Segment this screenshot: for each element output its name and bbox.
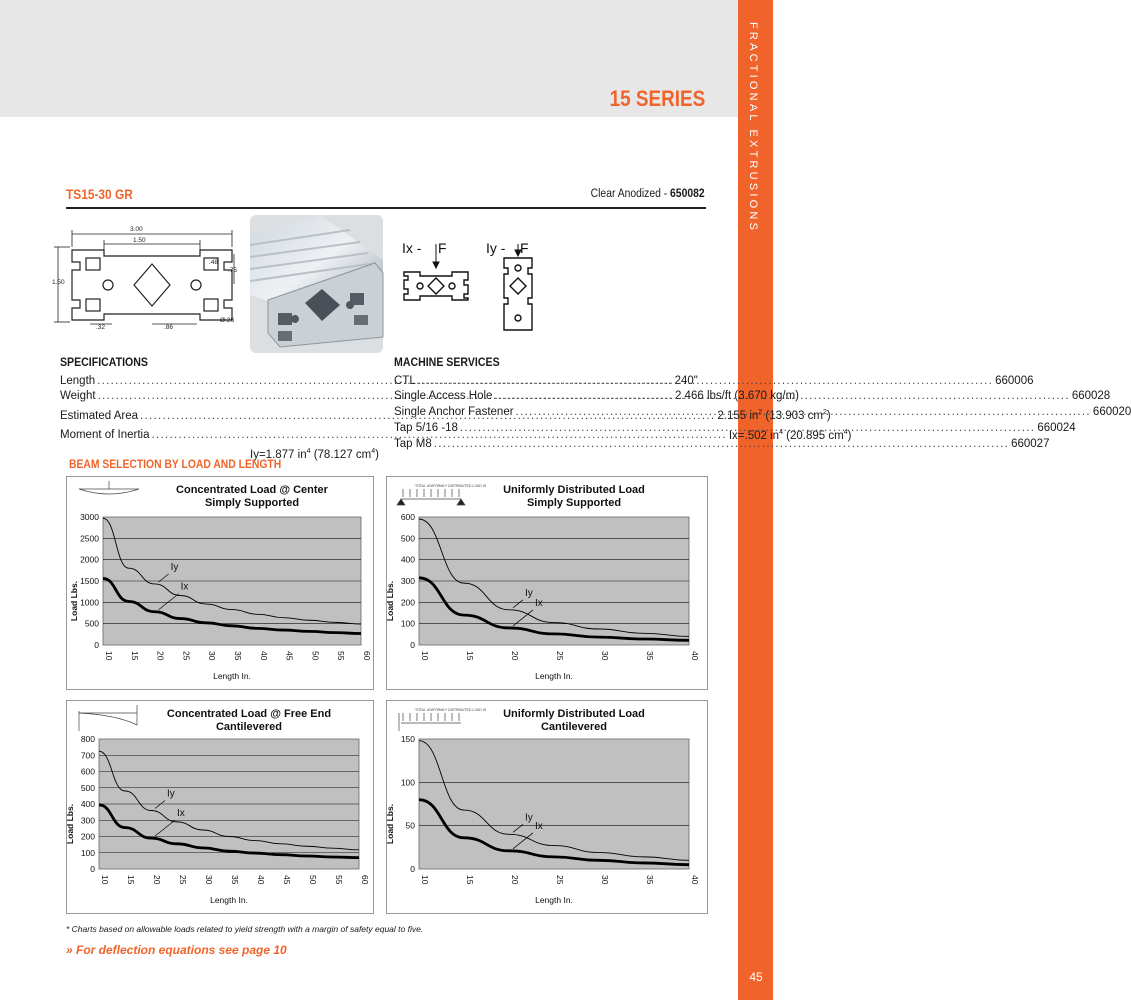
y-tick-label: 800	[80, 734, 95, 744]
iy-force: F	[520, 240, 529, 256]
y-tick-label: 500	[400, 533, 415, 544]
y-tick-label: 0	[410, 640, 415, 650]
y-tick-label: 100	[400, 618, 415, 629]
x-tick-label: 30	[600, 875, 610, 885]
plot-area	[419, 739, 689, 869]
load-diagram-icon	[397, 484, 487, 505]
dim-slot-width: .32	[96, 324, 106, 331]
chart-subtitle: Cantilevered	[540, 721, 608, 733]
machine-services-heading: MACHINE SERVICES	[394, 357, 500, 369]
y-tick-label: 500	[80, 782, 95, 793]
x-tick-label: 30	[600, 651, 610, 661]
y-tick-label: 700	[80, 750, 95, 761]
x-tick-label: 50	[308, 875, 318, 885]
x-tick-label: 45	[284, 651, 295, 661]
iy-label: Iy -	[486, 240, 506, 256]
spec-label: Estimated Area	[60, 409, 138, 422]
chart-center-simply	[67, 477, 373, 689]
chart-subtitle: Simply Supported	[204, 497, 300, 509]
series-label: Ix	[180, 581, 189, 593]
chart-panel-4	[386, 700, 708, 914]
x-tick-label: 60	[362, 651, 372, 661]
spec-value: 240"	[674, 374, 698, 387]
spec-value: 2.466 lbs/ft (3.670 kg/m)	[674, 390, 799, 403]
x-tick-label: 25	[555, 875, 565, 885]
product-photo	[250, 215, 383, 353]
dim-height: 1.50	[52, 279, 65, 286]
dim-half-width: 1.50	[133, 237, 146, 244]
spec-value: Ix=.502 $in^4$ (20.895 $cm^4$)	[728, 428, 852, 442]
x-tick-label: 30	[204, 875, 214, 885]
y-tick-label: 3000	[80, 512, 99, 522]
service-label: Single Access Hole	[394, 390, 493, 403]
y-tick-label: 2500	[80, 533, 99, 544]
spec-value-iy: Iy=1.877 $in^4$ (78.127 $cm^4$)	[250, 448, 379, 461]
x-tick-label: 40	[256, 875, 266, 885]
footnote: * Charts based on allowable loads related to yield strength with a margin of safety equal to five.	[66, 924, 424, 934]
chart-title: Concentrated Load @ Center	[176, 484, 328, 496]
y-tick-label: 50	[405, 820, 415, 831]
y-tick-label: 0	[410, 864, 415, 874]
page-number: 45	[749, 970, 763, 984]
x-tick-label: 20	[155, 651, 166, 661]
chart-uniform-simply	[387, 477, 707, 689]
x-axis-label: Length In.	[535, 671, 573, 681]
service-part: 660027	[1011, 437, 1050, 450]
y-tick-label: 200	[80, 831, 95, 842]
load-diagram-icon	[79, 481, 139, 494]
deflection-link[interactable]: » For deflection equations see page 10	[66, 943, 287, 957]
x-tick-label: 40	[690, 651, 700, 661]
x-tick-label: 35	[645, 875, 655, 885]
x-tick-label: 20	[510, 651, 520, 661]
load-diagram-label: TOTAL UNIFORMLY DISTRIBUTED LOAD W	[415, 484, 487, 488]
orientation-diagram	[398, 238, 548, 333]
y-tick-label: 200	[400, 597, 415, 608]
beam-selection-heading: BEAM SELECTION BY LOAD AND LENGTH	[69, 459, 282, 471]
x-tick-label: 50	[310, 651, 321, 661]
y-axis-label: Load Lbs.	[69, 580, 79, 622]
y-tick-label: 500	[84, 618, 99, 629]
x-tick-label: 25	[178, 875, 188, 885]
dim-slot-span: .86	[164, 324, 174, 331]
x-axis-label: Length In.	[213, 671, 251, 681]
x-tick-label: 35	[230, 875, 240, 885]
x-tick-label: 45	[282, 875, 292, 885]
x-axis-label: Length In.	[535, 895, 573, 905]
y-tick-label: 100	[80, 847, 95, 858]
x-tick-label: 10	[420, 651, 430, 661]
series-label: Iy	[170, 561, 179, 573]
series-label: Ix	[177, 808, 185, 820]
y-tick-label: 300	[80, 815, 95, 826]
x-tick-label: 60	[360, 875, 370, 885]
x-tick-label: 15	[465, 651, 475, 661]
y-tick-label: 1500	[80, 576, 99, 586]
series-label: Ix	[535, 597, 543, 609]
spec-label: Weight	[60, 390, 96, 403]
series-label: Ix	[535, 820, 543, 832]
dim-hole-diameter: Ø.26	[220, 317, 235, 324]
series-label: Iy	[525, 587, 533, 599]
y-tick-label: 300	[400, 576, 415, 586]
y-tick-label: 400	[80, 799, 95, 809]
x-tick-label: 10	[100, 875, 110, 885]
service-label: Single Anchor Fastener	[394, 406, 514, 419]
y-tick-label: 100	[400, 777, 415, 788]
series-title: 15 SERIES	[609, 86, 705, 111]
service-part: 660024	[1037, 421, 1076, 434]
service-part: 660028	[1071, 390, 1111, 403]
chart-subtitle: Cantilevered	[215, 721, 283, 733]
chart-free-end-cantilever	[67, 701, 373, 913]
y-tick-label: 600	[80, 766, 95, 777]
x-tick-label: 55	[336, 651, 347, 661]
dim-overall-width: 3.00	[130, 226, 143, 233]
finish-info	[591, 188, 705, 200]
x-tick-label: 10	[420, 875, 430, 885]
spec-label: Moment of Inertia	[60, 429, 150, 442]
service-label: CTL	[394, 374, 416, 387]
x-tick-label: 20	[510, 875, 520, 885]
service-row	[394, 374, 1034, 390]
dim-center: .75	[228, 267, 238, 274]
chart-title: Uniformly Distributed Load	[503, 708, 645, 720]
finish-label: Clear Anodized -	[591, 188, 671, 200]
y-tick-label: 1000	[80, 597, 99, 608]
side-label: FRACTIONAL EXTRUSIONS	[747, 22, 759, 234]
x-tick-label: 15	[129, 651, 140, 661]
x-tick-label: 30	[207, 651, 218, 661]
load-diagram-label: TOTAL UNIFORMLY DISTRIBUTED LOAD W	[415, 708, 487, 712]
service-part: 660020	[1092, 406, 1131, 419]
x-tick-label: 55	[334, 875, 344, 885]
service-part: 660006	[995, 374, 1034, 387]
chart-title: Concentrated Load @ Free End	[166, 708, 332, 720]
chart-panel-3	[66, 700, 374, 914]
title-rule	[66, 207, 706, 209]
x-tick-label: 40	[258, 651, 269, 661]
ix-label: Ix -	[402, 240, 422, 256]
spec-label: Length	[60, 374, 96, 387]
x-tick-label: 35	[645, 651, 655, 661]
y-tick-label: 600	[400, 512, 415, 522]
series-label: Iy	[167, 788, 175, 800]
x-tick-label: 25	[555, 651, 565, 661]
product-title: TS15-30 GR	[66, 186, 133, 202]
y-tick-label: 400	[400, 554, 415, 565]
y-axis-label: Load Lbs.	[385, 580, 395, 622]
x-tick-label: 25	[181, 651, 192, 661]
profile-drawing	[52, 222, 247, 334]
x-tick-label: 20	[152, 875, 162, 885]
x-tick-label: 35	[233, 651, 243, 661]
x-tick-label: 10	[104, 651, 114, 661]
x-tick-label: 15	[126, 875, 136, 885]
x-tick-label: 40	[690, 875, 700, 885]
service-row	[394, 437, 1050, 453]
service-label: Tap M8	[394, 437, 432, 450]
chart-uniform-cantilever	[387, 701, 707, 913]
y-tick-label: 0	[90, 864, 95, 874]
service-label: Tap 5/16 -18	[394, 421, 458, 434]
chart-title: Uniformly Distributed Load	[503, 484, 645, 496]
x-tick-label: 15	[465, 875, 475, 885]
spec-value: 2.155 $in^2$ (13.903 $cm^2$)	[717, 409, 831, 422]
load-diagram-icon	[399, 708, 487, 731]
x-axis-label: Length In.	[210, 895, 248, 905]
y-tick-label: 150	[400, 734, 415, 744]
y-tick-label: 0	[94, 640, 99, 650]
y-axis-label: Load Lbs.	[65, 803, 75, 845]
y-tick-label: 2000	[80, 554, 99, 565]
chart-panel-2	[386, 476, 708, 690]
chart-subtitle: Simply Supported	[526, 497, 622, 509]
load-diagram-icon	[79, 705, 137, 731]
chart-panel-1	[66, 476, 374, 690]
ix-force: F	[438, 240, 447, 256]
specifications-heading: SPECIFICATIONS	[60, 357, 148, 369]
y-axis-label: Load Lbs.	[385, 803, 395, 845]
part-number: 650082	[670, 188, 705, 200]
series-label: Iy	[525, 812, 533, 824]
dim-slot-depth: .48	[209, 259, 219, 266]
